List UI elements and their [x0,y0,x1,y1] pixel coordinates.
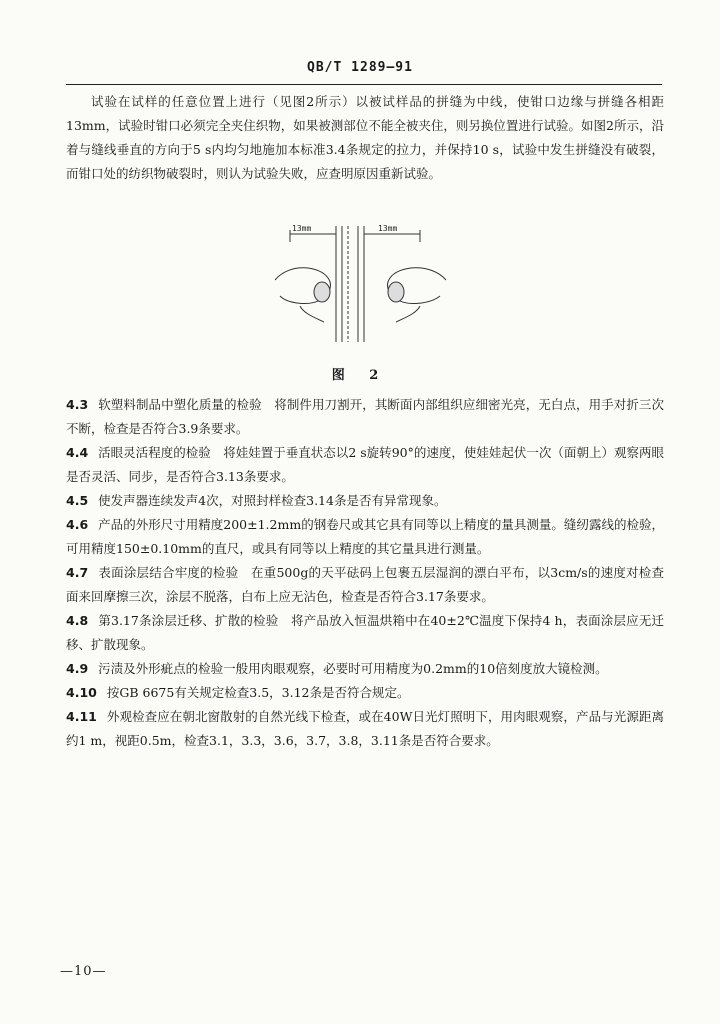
test-item [66,441,664,489]
item-text: 第3.17条涂层迁移、扩散的检验 将产品放入恒温烘箱中在40±2℃温度下保持4 h，表面涂层应无迁移、扩散现象。 [66,613,664,652]
test-item [66,513,664,561]
item-number: 4.10 [66,685,97,700]
test-item [66,681,664,705]
item-text: 使发声器连续发声4次，对照封样检查3.14条是否有异常现象。 [98,493,447,508]
item-text: 污渍及外形疵点的检验一般用肉眼观察，必要时可用精度为0.2mm的10倍刻度放大镜检测。 [98,661,608,676]
item-text: 按GB 6675有关规定检查3.5，3.12条是否符合规定。 [106,685,410,700]
item-number: 4.4 [66,445,89,460]
test-item [66,705,664,753]
test-item [66,609,664,657]
standard-code-header: QB/T 1289—91 [307,60,413,75]
item-number: 4.9 [66,661,89,676]
item-text: 外观检查应在朝北窗散射的自然光线下检查，或在40W日光灯照明下，用肉眼观察，产品与光源距离约1 m，视距0.5m，检查3.1，3.3，3.6，3.7，3.8，3.11条是否符合要求。 [66,709,664,748]
test-item [66,657,664,681]
figure-caption: 图 2 [331,368,389,383]
item-number: 4.7 [66,565,89,580]
item-number: 4.6 [66,517,89,532]
item-text: 活眼灵活程度的检验 将娃娃置于垂直状态以2 s旋转90°的速度，使娃娃起伏一次（面朝上）观察两眼是否灵活、同步，是否符合3.13条要求。 [66,445,664,484]
page-number: —10— [60,964,107,979]
header-rule [66,84,662,85]
item-number: 4.11 [66,709,97,724]
item-text: 软塑料制品中塑化质量的检验 将制件用刀割开，其断面内部组织应细密光亮，无白点，用手对折三次不断，检查是否符合3.9条要求。 [66,397,664,436]
item-text: 产品的外形尺寸用精度200±1.2mm的钢卷尺或其它具有同等以上精度的量具测量。缝纫露线的检验，可用精度150±0.10mm的直尺，或具有同等以上精度的其它量具进行测量。 [66,517,664,556]
dimension-label-right: 13mm [378,224,398,233]
test-item [66,393,664,441]
test-items-list [66,393,664,753]
figure-2-seam-clamp-diagram [270,222,450,342]
item-text: 表面涂层结合牢度的检验 在重500g的天平砝码上包裹五层湿润的漂白平布，以3cm/s的速度对检查面来回摩擦三次，涂层不脱落，白布上应无沾色，检查是否符合3.17条要求。 [66,565,664,604]
dimension-label-left: 13mm [292,224,312,233]
intro-paragraph: 试验在试样的任意位置上进行（见图2所示）以被试样品的拼缝为中线，使钳口边缘与拼缝各相距13mm，试验时钳口必须完全夹住织物，如果被测部位不能全被夹住，则另换位置进行试验。如图2所示，沿着与缝线垂直的方向于5 s内均匀地施加本标准3.4条规定的拉力，并保持10 s，试验中发生拼缝没有破裂，而钳口处的纺织物破裂时，则认为试验失败，应查明原因重新试验。 [66,94,664,181]
test-item [66,489,664,513]
item-number: 4.8 [66,613,89,628]
test-item [66,561,664,609]
item-number: 4.5 [66,493,89,508]
item-number: 4.3 [66,397,89,412]
